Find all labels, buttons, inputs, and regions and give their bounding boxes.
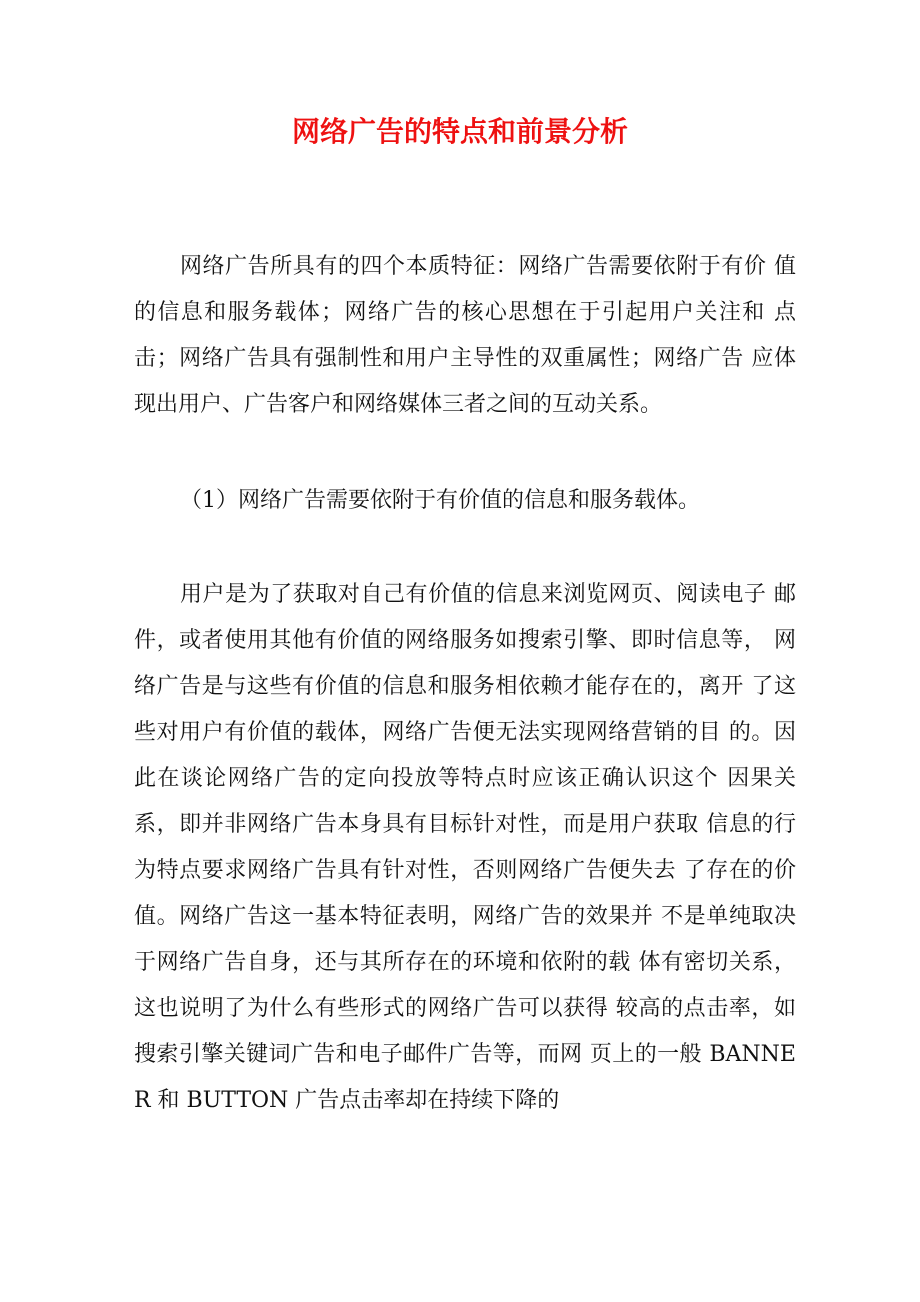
paragraph-heading-1: （1）网络广告需要依附于有价值的信息和服务载体。 (180, 488, 700, 513)
paragraph-intro: 网络广告所具有的四个本质特征：网络广告需要依附于有价 值的信息和服务载体；网络广告的核心思想在于引起用户关注和 点击；网络广告具有强制性和用户主导性的双重属性；网络广告 应体现出用户、广告客户和网络媒体三者之间的互动关系。 (134, 254, 796, 417)
paragraph-body-1: 用户是为了获取对自己有价值的信息来浏览网页、阅读电子 邮件，或者使用其他有价值的网络服务如搜索引擎、即时信息等， 网络广告是与这些有价值的信息和服务相依赖才能存在的，离开 了这些对用户有价值的载体，网络广告便无法实现网络营销的目 的。因此在谈论网络广告的定向投放等特点时应该正确认识这个 因果关系，即并非网络广告本身具有目标针对性，而是用户获取 信息的行为特点要求网络广告具有针对性，否则网络广告便失去 了存在的价值。网络广告这一基本特征表明，网络广告的效果并 不是单纯取决于网络广告自身，还与其所存在的环境和依附的载 体有密切关系，这也说明了为什么有些形式的网络广告可以获得 较高的点击率，如搜索引擎关键词广告和电子邮件广告等，而网 页上的一般 BANNER 和 BUTTON 广告点击率却在持续下降的 (134, 582, 796, 1113)
document-title: 网络广告的特点和前景分析 (291, 115, 628, 148)
